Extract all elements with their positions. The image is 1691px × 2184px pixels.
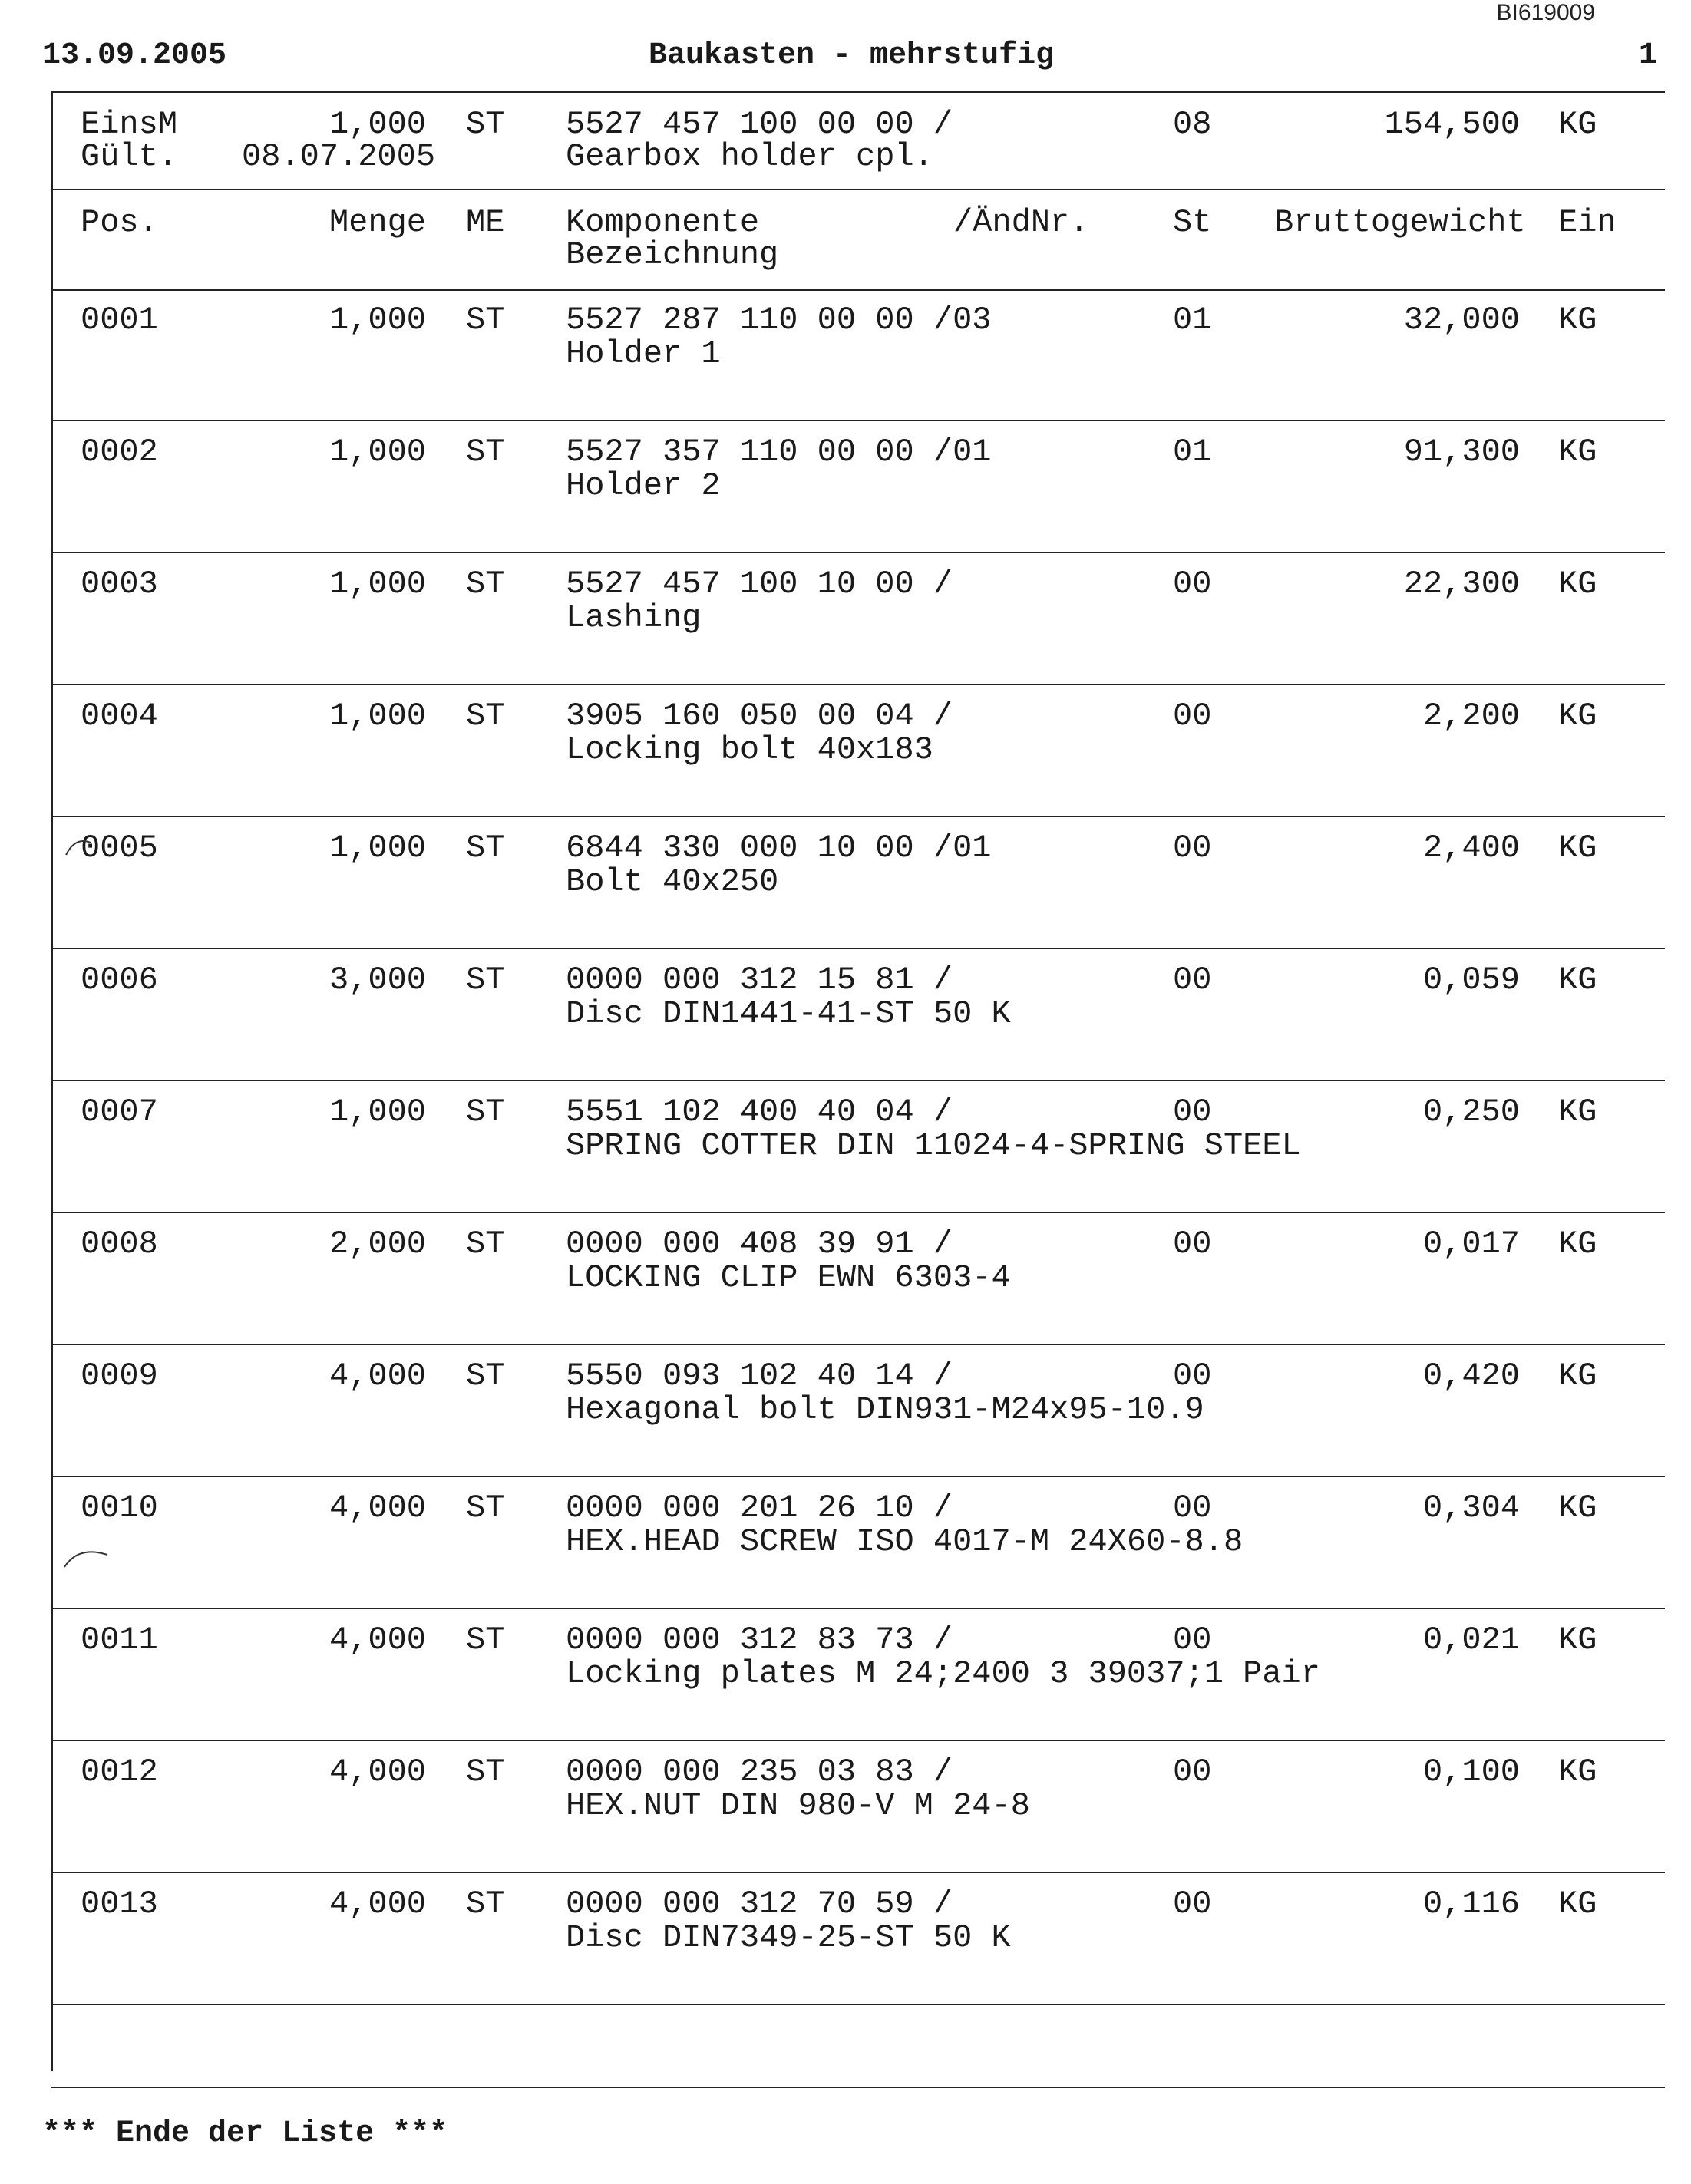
- valid-label: Gült.: [81, 138, 178, 175]
- row-weight-unit: KG: [1558, 434, 1597, 470]
- divider: [51, 948, 1665, 949]
- row-unit: ST: [466, 1885, 505, 1922]
- row-weight: 0,304: [1422, 1490, 1520, 1526]
- row-unit: ST: [466, 830, 505, 866]
- row-unit: ST: [466, 1622, 505, 1658]
- divider: [51, 1872, 1665, 1873]
- row-weight-unit: KG: [1558, 1753, 1597, 1790]
- row-qty: 4,000: [329, 1622, 426, 1658]
- assembly-description: Gearbox holder cpl.: [566, 138, 933, 175]
- page-number: 1: [1639, 38, 1658, 73]
- row-unit: ST: [466, 698, 505, 734]
- row-weight: 32,000: [1403, 302, 1520, 338]
- divider: [51, 1740, 1665, 1741]
- row-st: 00: [1173, 1490, 1212, 1526]
- divider: [51, 816, 1665, 817]
- row-weight-unit: KG: [1558, 1885, 1597, 1922]
- row-comp: 5527 287 110 00 00 /03: [566, 302, 992, 338]
- pen-mark-icon: [61, 1535, 123, 1573]
- assembly-weight: 154,500: [1384, 106, 1520, 143]
- row-weight: 0,250: [1422, 1094, 1520, 1130]
- row-pos: 0013: [81, 1885, 158, 1922]
- row-weight-unit: KG: [1558, 698, 1597, 734]
- divider: [51, 2087, 1665, 2088]
- row-unit: ST: [466, 1358, 505, 1394]
- row-qty: 4,000: [329, 1885, 426, 1922]
- row-comp: 0000 000 312 15 81 /: [566, 962, 953, 998]
- row-qty: 4,000: [329, 1490, 426, 1526]
- row-pos: 0006: [81, 962, 158, 998]
- divider: [51, 1608, 1665, 1609]
- row-qty: 4,000: [329, 1753, 426, 1790]
- row-weight-unit: KG: [1558, 1226, 1597, 1262]
- row-desc: Locking plates M 24;2400 3 39037;1 Pair: [566, 1655, 1320, 1692]
- row-unit: ST: [466, 1753, 505, 1790]
- row-qty: 1,000: [329, 1094, 426, 1130]
- row-st: 00: [1173, 566, 1212, 602]
- row-qty: 1,000: [329, 830, 426, 866]
- column-header-pos: Pos.: [81, 204, 158, 241]
- row-comp: 0000 000 312 83 73 /: [566, 1622, 953, 1658]
- assembly-quantity: 1,000: [329, 106, 426, 143]
- row-weight: 22,300: [1403, 566, 1520, 602]
- column-header-st: St: [1173, 204, 1212, 241]
- row-pos: 0003: [81, 566, 158, 602]
- row-weight-unit: KG: [1558, 1358, 1597, 1394]
- row-weight: 2,200: [1422, 698, 1520, 734]
- row-desc: Locking bolt 40x183: [566, 731, 933, 768]
- row-weight: 0,017: [1422, 1226, 1520, 1262]
- row-pos: 0011: [81, 1622, 158, 1658]
- row-st: 01: [1173, 302, 1212, 338]
- row-desc: Disc DIN7349-25-ST 50 K: [566, 1919, 1011, 1956]
- row-st: 00: [1173, 1358, 1212, 1394]
- assembly-status: 08: [1173, 106, 1212, 143]
- column-header-komponente: Komponente: [566, 204, 760, 241]
- row-weight-unit: KG: [1558, 962, 1597, 998]
- row-st: 00: [1173, 962, 1212, 998]
- divider: [51, 1080, 1665, 1081]
- page-title: Baukasten - mehrstufig: [649, 38, 1055, 73]
- valid-date: 08.07.2005: [242, 138, 436, 175]
- row-comp: 3905 160 050 00 04 /: [566, 698, 953, 734]
- row-weight: 2,400: [1422, 830, 1520, 866]
- row-weight: 0,116: [1422, 1885, 1520, 1922]
- pen-mark-icon: [61, 830, 107, 861]
- eins-label: EinsM: [81, 106, 178, 143]
- row-qty: 4,000: [329, 1358, 426, 1394]
- row-weight: 0,059: [1422, 962, 1520, 998]
- row-qty: 1,000: [329, 434, 426, 470]
- row-weight-unit: KG: [1558, 1094, 1597, 1130]
- row-comp: 0000 000 201 26 10 /: [566, 1490, 953, 1526]
- row-comp: 0000 000 312 70 59 /: [566, 1885, 953, 1922]
- row-st: 00: [1173, 1753, 1212, 1790]
- divider: [51, 289, 1665, 291]
- row-comp: 6844 330 000 10 00 /01: [566, 830, 992, 866]
- row-qty: 3,000: [329, 962, 426, 998]
- row-comp: 5551 102 400 40 04 /: [566, 1094, 953, 1130]
- row-st: 00: [1173, 1885, 1212, 1922]
- row-qty: 2,000: [329, 1226, 426, 1262]
- row-comp: 5527 457 100 10 00 /: [566, 566, 953, 602]
- row-weight-unit: KG: [1558, 302, 1597, 338]
- row-unit: ST: [466, 962, 505, 998]
- row-st: 00: [1173, 1622, 1212, 1658]
- row-unit: ST: [466, 1490, 505, 1526]
- row-qty: 1,000: [329, 302, 426, 338]
- divider: [51, 684, 1665, 685]
- row-weight-unit: KG: [1558, 830, 1597, 866]
- row-comp: 5527 357 110 00 00 /01: [566, 434, 992, 470]
- row-unit: ST: [466, 1226, 505, 1262]
- column-header-bezeichnung: Bezeichnung: [566, 236, 779, 273]
- row-pos: 0004: [81, 698, 158, 734]
- row-st: 00: [1173, 698, 1212, 734]
- column-header-aendnr: /ÄndNr.: [953, 204, 1089, 241]
- row-desc: Lashing: [566, 599, 702, 636]
- row-desc: Holder 1: [566, 335, 721, 372]
- row-pos: 0001: [81, 302, 158, 338]
- row-st: 00: [1173, 1226, 1212, 1262]
- row-weight-unit: KG: [1558, 1622, 1597, 1658]
- divider: [51, 2004, 1665, 2005]
- row-unit: ST: [466, 434, 505, 470]
- row-weight: 91,300: [1403, 434, 1520, 470]
- assembly-component: 5527 457 100 00 00 /: [566, 106, 953, 143]
- divider: [51, 189, 1665, 190]
- divider: [51, 1476, 1665, 1477]
- document-id: BI619009: [1496, 0, 1595, 25]
- divider: [51, 552, 1665, 553]
- row-weight: 0,100: [1422, 1753, 1520, 1790]
- row-pos: 0012: [81, 1753, 158, 1790]
- row-pos: 0009: [81, 1358, 158, 1394]
- divider: [51, 420, 1665, 421]
- row-desc: Hexagonal bolt DIN931-M24x95-10.9: [566, 1391, 1204, 1428]
- row-desc: SPRING COTTER DIN 11024-4-SPRING STEEL: [566, 1127, 1301, 1164]
- divider: [51, 1344, 1665, 1345]
- row-weight: 0,420: [1422, 1358, 1520, 1394]
- end-of-list: *** Ende der Liste ***: [42, 2116, 448, 2151]
- row-pos: 0007: [81, 1094, 158, 1130]
- row-desc: HEX.HEAD SCREW ISO 4017-M 24X60-8.8: [566, 1523, 1243, 1560]
- row-unit: ST: [466, 1094, 505, 1130]
- row-desc: HEX.NUT DIN 980-V M 24-8: [566, 1787, 1030, 1824]
- assembly-weight-unit: KG: [1558, 106, 1597, 143]
- row-desc: Bolt 40x250: [566, 863, 779, 900]
- row-weight-unit: KG: [1558, 1490, 1597, 1526]
- row-desc: Disc DIN1441-41-ST 50 K: [566, 995, 1011, 1032]
- row-st: 00: [1173, 830, 1212, 866]
- column-header-bruttogewicht: Bruttogewicht: [1274, 204, 1526, 241]
- row-pos: 0005: [81, 830, 158, 866]
- row-pos: 0008: [81, 1226, 158, 1262]
- row-comp: 0000 000 408 39 91 /: [566, 1226, 953, 1262]
- column-header-menge: Menge: [329, 204, 426, 241]
- row-desc: Holder 2: [566, 467, 721, 504]
- row-qty: 1,000: [329, 698, 426, 734]
- print-date: 13.09.2005: [42, 38, 227, 73]
- row-pos: 0002: [81, 434, 158, 470]
- row-weight: 0,021: [1422, 1622, 1520, 1658]
- row-comp: 0000 000 235 03 83 /: [566, 1753, 953, 1790]
- row-qty: 1,000: [329, 566, 426, 602]
- column-header-me: ME: [466, 204, 505, 241]
- column-header-ein: Ein: [1558, 204, 1617, 241]
- assembly-unit: ST: [466, 106, 505, 143]
- row-weight-unit: KG: [1558, 566, 1597, 602]
- divider: [51, 1212, 1665, 1213]
- row-desc: LOCKING CLIP EWN 6303-4: [566, 1259, 1011, 1296]
- row-pos: 0010: [81, 1490, 158, 1526]
- row-unit: ST: [466, 302, 505, 338]
- row-st: 01: [1173, 434, 1212, 470]
- row-unit: ST: [466, 566, 505, 602]
- divider: [51, 91, 1665, 92]
- row-st: 00: [1173, 1094, 1212, 1130]
- row-comp: 5550 093 102 40 14 /: [566, 1358, 953, 1394]
